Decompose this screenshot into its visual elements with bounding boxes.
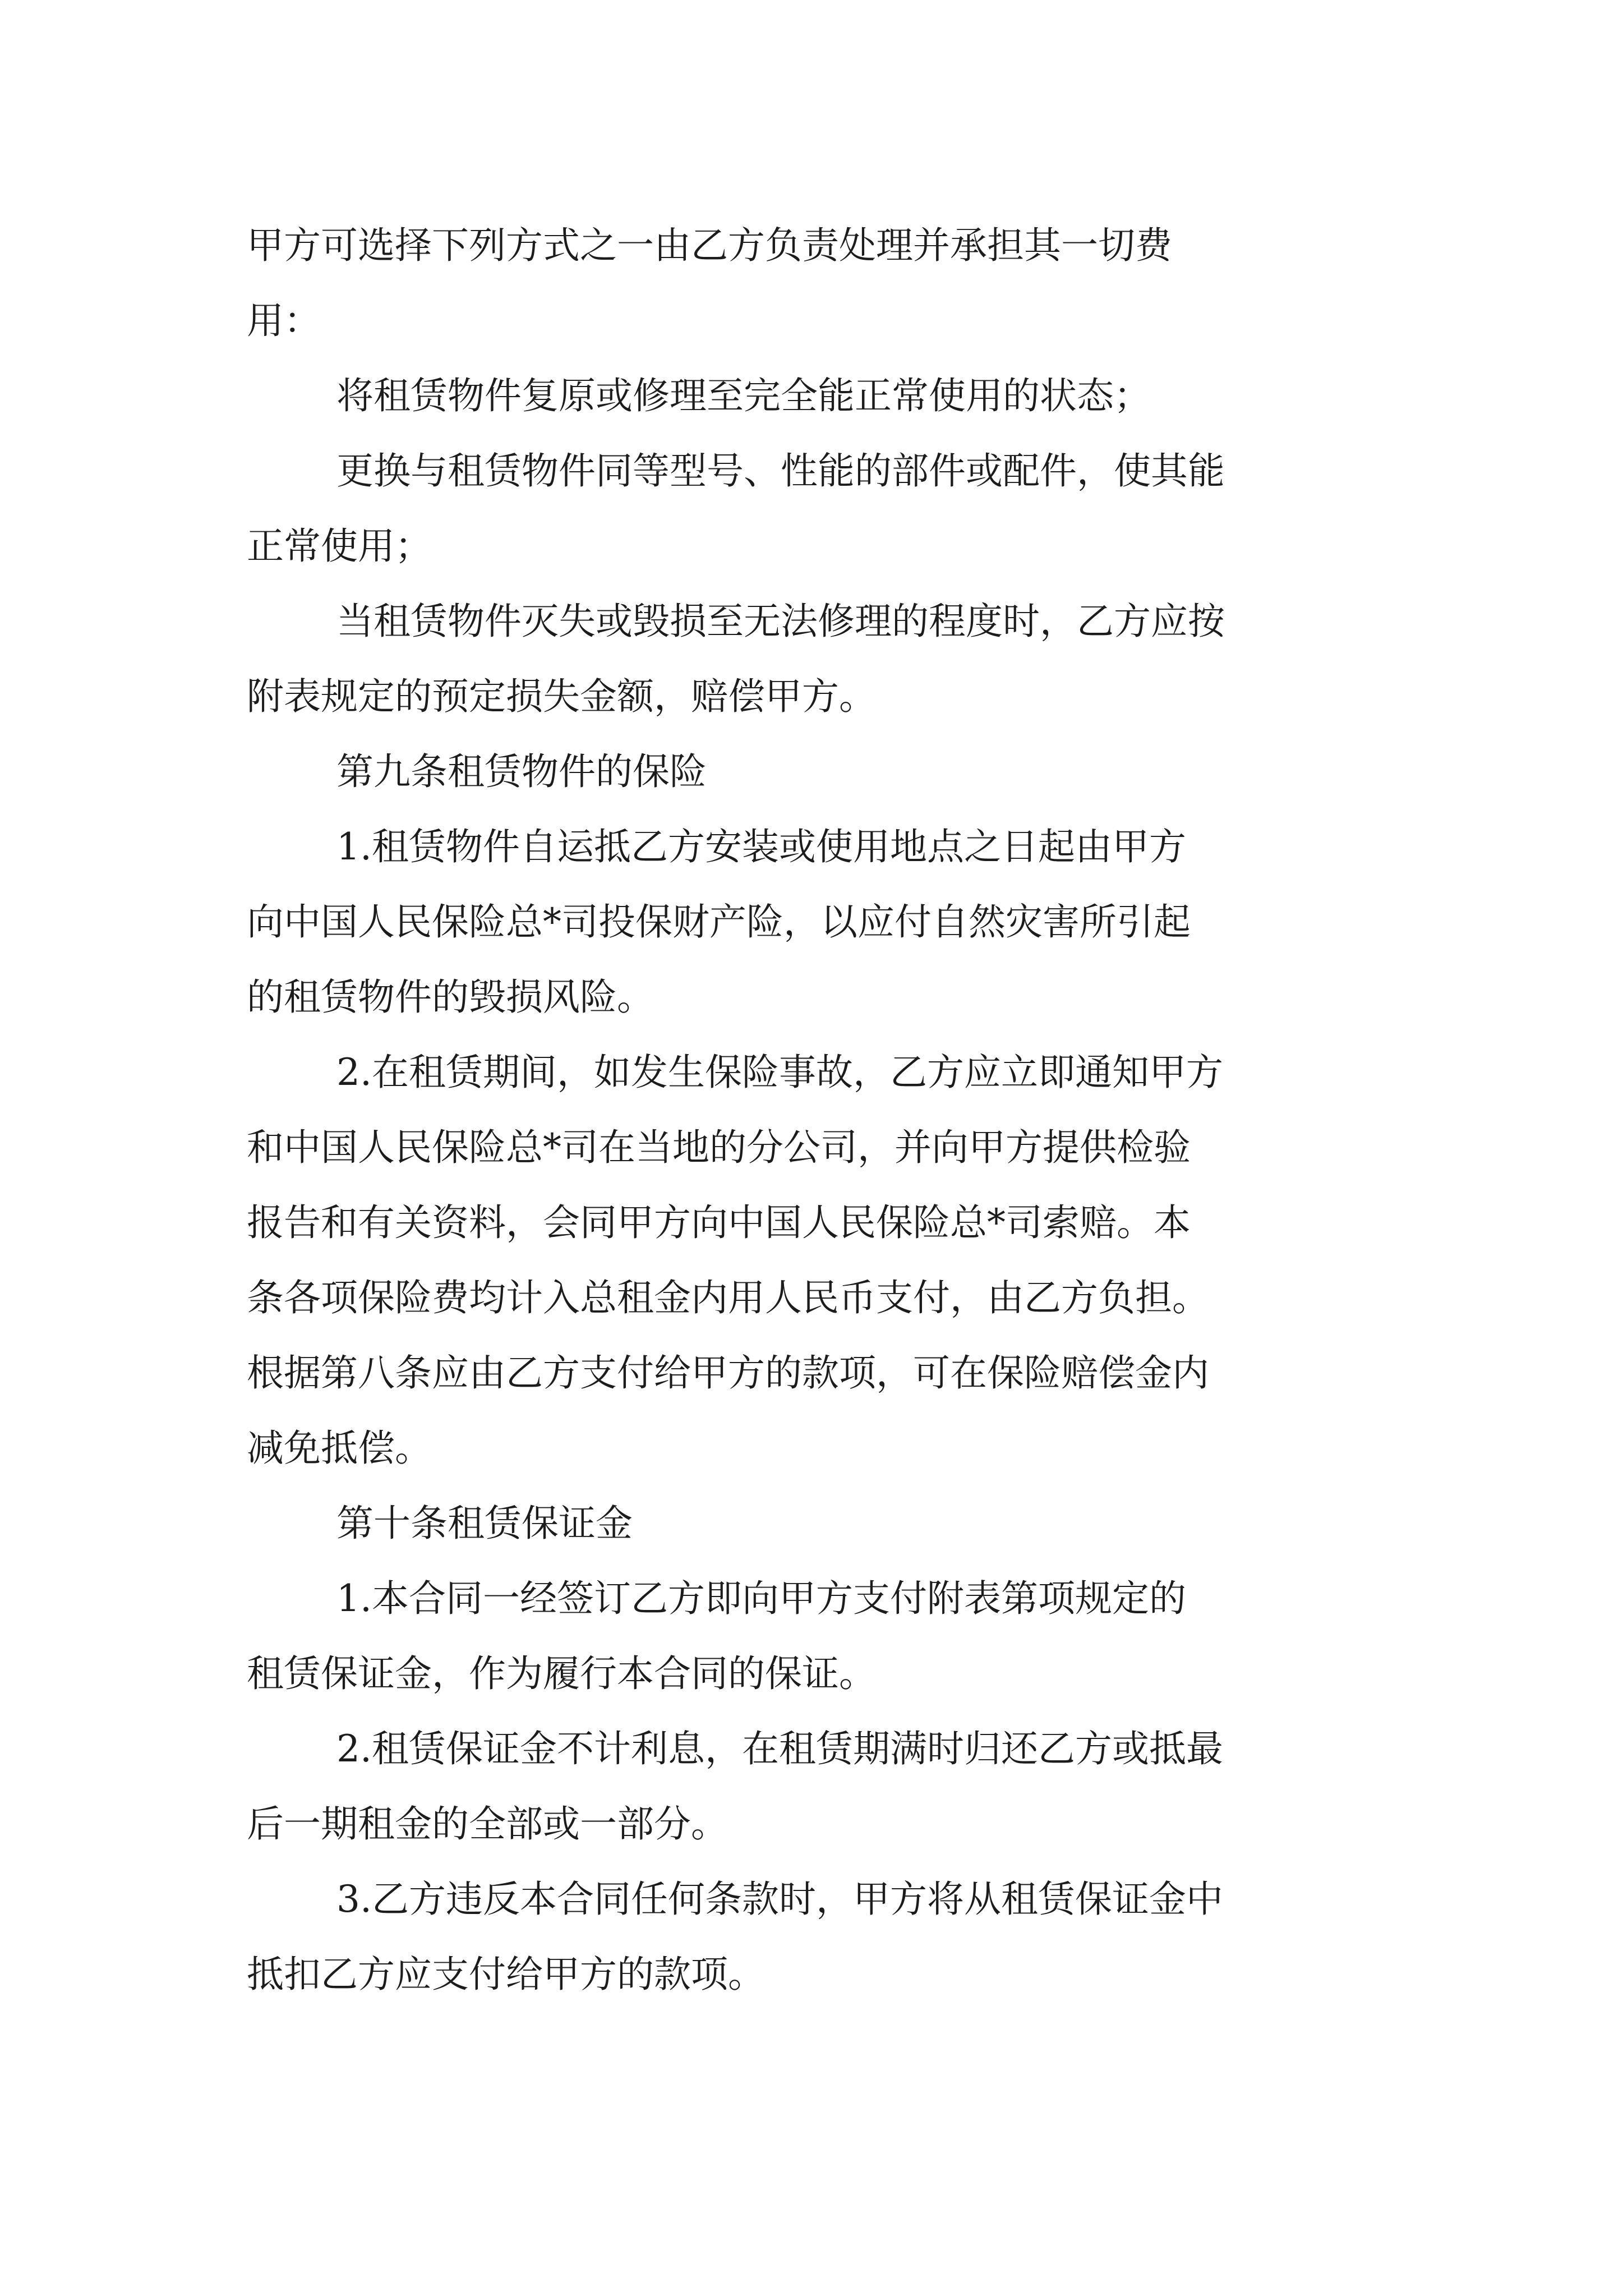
text-line: 将租赁物件复原或修理至完全能正常使用的状态； [336,374,1151,417]
section-heading: 第十条租赁保证金 [336,1502,633,1545]
text-line: 抵扣乙方应支付给甲方的款项。 [247,1953,765,1996]
text-line: 租赁保证金，作为履行本合同的保证。 [247,1652,876,1695]
text-line: 附表规定的预定损失金额，赔偿甲方。 [247,675,876,718]
text-line: 减免抵偿。 [247,1427,432,1470]
text-line: 报告和有关资料，会同甲方向中国人民保险总*司索赔。本 [247,1201,1191,1244]
text-line: 3.乙方违反本合同任何条款时，甲方将从租赁保证金中 [336,1878,1223,1921]
text-line: 当租赁物件灭失或毁损至无法修理的程度时，乙方应按 [336,600,1225,643]
text-line: 和中国人民保险总*司在当地的分公司，并向甲方提供检验 [247,1126,1191,1169]
text-line: 2.租赁保证金不计利息，在租赁期满时归还乙方或抵最 [336,1727,1223,1770]
text-line: 后一期租金的全部或一部分。 [247,1802,728,1846]
text-line: 根据第八条应由乙方支付给甲方的款项，可在保险赔偿金内 [247,1351,1209,1395]
text-line: 甲方可选择下列方式之一由乙方负责处理并承担其一切费 [247,224,1172,267]
text-line: 向中国人民保险总*司投保财产险，以应付自然灾害所引起 [247,900,1191,944]
text-line: 2.在租赁期间，如发生保险事故，乙方应立即通知甲方 [336,1051,1223,1094]
section-heading: 第九条租赁物件的保险 [336,750,707,793]
text-line: 1.租赁物件自运抵乙方安装或使用地点之日起由甲方 [336,825,1186,868]
text-line: 的租赁物件的毁损风险。 [247,976,654,1019]
text-line: 1.本合同一经签订乙方即向甲方支付附表第项规定的 [336,1577,1186,1620]
text-line: 正常使用； [247,524,432,568]
text-line: 条各项保险费均计入总租金内用人民币支付，由乙方负担。 [247,1276,1209,1319]
text-line: 更换与租赁物件同等型号、性能的部件或配件，使其能 [336,449,1225,493]
text-line: 用： [247,299,321,342]
